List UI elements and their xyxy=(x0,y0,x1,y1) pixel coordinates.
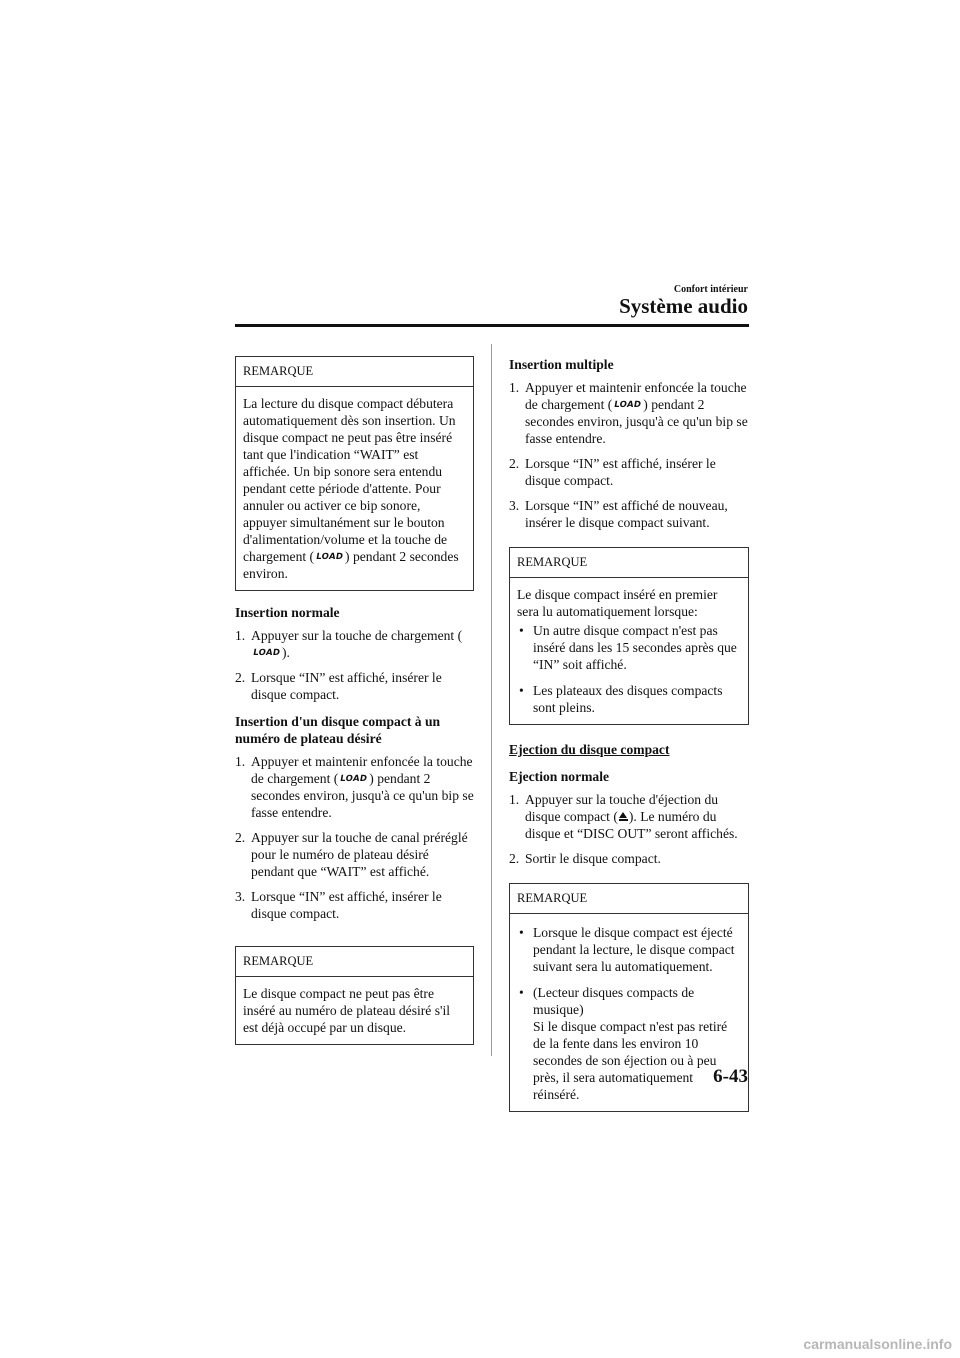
step-text: Lorsque “IN” est affiché de nouveau, insérer le disque compact suivant. xyxy=(525,498,728,530)
note-text: ) pendant 2 secondes environ. xyxy=(243,549,459,581)
page-number: 6-43 xyxy=(713,1066,748,1087)
heading-disc-ejection: Ejection du disque compact xyxy=(509,742,670,757)
note-bullet-list xyxy=(517,622,742,716)
note-body xyxy=(236,387,473,590)
note-box-first-disc xyxy=(509,547,749,725)
step-text: Lorsque “IN” est affiché, insérer le disque compact. xyxy=(525,456,716,488)
note-title: REMARQUE xyxy=(236,947,473,977)
step-text: Lorsque “IN” est affiché, insérer le disque compact. xyxy=(251,670,442,702)
load-button-icon: LOAD xyxy=(315,552,345,562)
step-item xyxy=(235,669,474,703)
load-button-icon: LOAD xyxy=(252,648,281,658)
section-label: Confort intérieur xyxy=(673,284,748,295)
note-title: REMARQUE xyxy=(510,884,748,914)
left-column xyxy=(235,356,474,1058)
heading-desired-tray-insertion: Insertion d'un disque compact à un numéro de plateau désiré xyxy=(235,714,441,746)
step-number: 2. xyxy=(509,851,520,866)
step-text xyxy=(251,627,474,661)
step-text xyxy=(251,753,474,821)
step-text: Lorsque “IN” est affiché, insérer le disque compact. xyxy=(251,889,442,921)
step-item xyxy=(509,791,749,842)
step-text-part: Appuyer et maintenir enfoncée la touche de chargement ( xyxy=(525,380,747,412)
step-item xyxy=(235,829,474,880)
heading-normal-insertion: Insertion normale xyxy=(235,605,340,620)
step-item xyxy=(235,627,474,661)
step-text-part: ). xyxy=(281,645,290,660)
note-title: REMARQUE xyxy=(510,548,748,578)
step-text-part: Appuyer et maintenir enfoncée la touche de chargement ( xyxy=(251,754,473,786)
note-bullet-line: • (Lecteur disques compacts de musique) xyxy=(533,985,695,1017)
note-box-occupied-tray xyxy=(235,946,474,1045)
note-bullet: • Les plateaux des disques compacts sont pleins. xyxy=(517,682,742,716)
step-item xyxy=(509,497,749,531)
step-number: 3. xyxy=(235,889,246,904)
page-title: Système audio xyxy=(619,294,748,318)
step-text-part: Appuyer sur la touche d'éjection du disque compact ( xyxy=(525,792,719,824)
load-button-icon: LOAD xyxy=(339,774,369,784)
step-number: 2. xyxy=(509,456,520,471)
step-text-part: Appuyer sur la touche de chargement ( xyxy=(251,628,463,643)
note-bullet: • Lorsque le disque compact est éjecté pendant la lecture, le disque compact suivant sera lu automatiquement. xyxy=(517,924,742,975)
step-item xyxy=(509,379,749,447)
load-button-icon: LOAD xyxy=(613,400,643,410)
note-body xyxy=(510,578,748,724)
note-box-autoplay xyxy=(235,356,474,591)
watermark: carmanualsonline.info xyxy=(803,1336,952,1352)
eject-icon xyxy=(618,812,629,822)
note-title: REMARQUE xyxy=(236,357,473,387)
note-body: Le disque compact ne peut pas être inséré au numéro de plateau désiré s'il est déjà occupé par un disque. xyxy=(243,986,451,1035)
step-item xyxy=(235,753,474,821)
step-item xyxy=(509,850,749,867)
step-text-part: ) pendant 2 secondes environ, jusqu'à ce qu'un bip se fasse entendre. xyxy=(251,771,474,820)
step-number: 1. xyxy=(509,380,520,395)
step-text: Appuyer sur la touche de canal préréglé pour le numéro de plateau désiré pendant que “WAIT” est affiché. xyxy=(251,830,468,879)
note-intro: Le disque compact inséré en premier sera lu automatiquement lorsque: xyxy=(517,587,718,619)
note-text: La lecture du disque compact débutera automatiquement dès son insertion. Un disque compact ne peut pas être inséré tant que l'indication “WAIT” est affichée. Un bip sonore sera entendu pendant cette période d'attente. Pour annuler ou activer ce bip sonore, appuyer simultanément sur le bouton d'alimentation/volume et la touche de chargement ( xyxy=(243,396,456,564)
header-rule xyxy=(235,324,749,327)
note-bullet-list xyxy=(517,924,742,1103)
step-number: 1. xyxy=(235,754,246,769)
step-text xyxy=(525,379,749,447)
step-number: 1. xyxy=(235,628,246,643)
step-number: 3. xyxy=(509,498,520,513)
step-text: Sortir le disque compact. xyxy=(525,851,661,866)
heading-multiple-insertion: Insertion multiple xyxy=(509,357,614,372)
note-bullet: • Un autre disque compact n'est pas inséré dans les 15 secondes après que “IN” soit affiché. xyxy=(517,622,742,673)
step-number: 2. xyxy=(235,670,246,685)
step-number: 1. xyxy=(509,792,520,807)
step-item xyxy=(509,455,749,489)
step-text-part: ). Le numéro du disque et “DISC OUT” seront affichés. xyxy=(525,809,738,841)
note-bullet-line: Si le disque compact n'est pas retiré de la fente dans les environ 10 secondes de son éjection ou à peu près, il sera automatiquement réinséré. xyxy=(533,1019,728,1102)
step-text-part: ) pendant 2 secondes environ, jusqu'à ce qu'un bip se fasse entendre. xyxy=(525,397,748,446)
step-text xyxy=(525,791,749,842)
step-item xyxy=(235,888,474,922)
step-number: 2. xyxy=(235,830,246,845)
right-column xyxy=(509,356,749,1125)
heading-normal-ejection: Ejection normale xyxy=(509,769,610,784)
column-divider xyxy=(491,344,492,1056)
note-bullet xyxy=(517,984,742,1103)
